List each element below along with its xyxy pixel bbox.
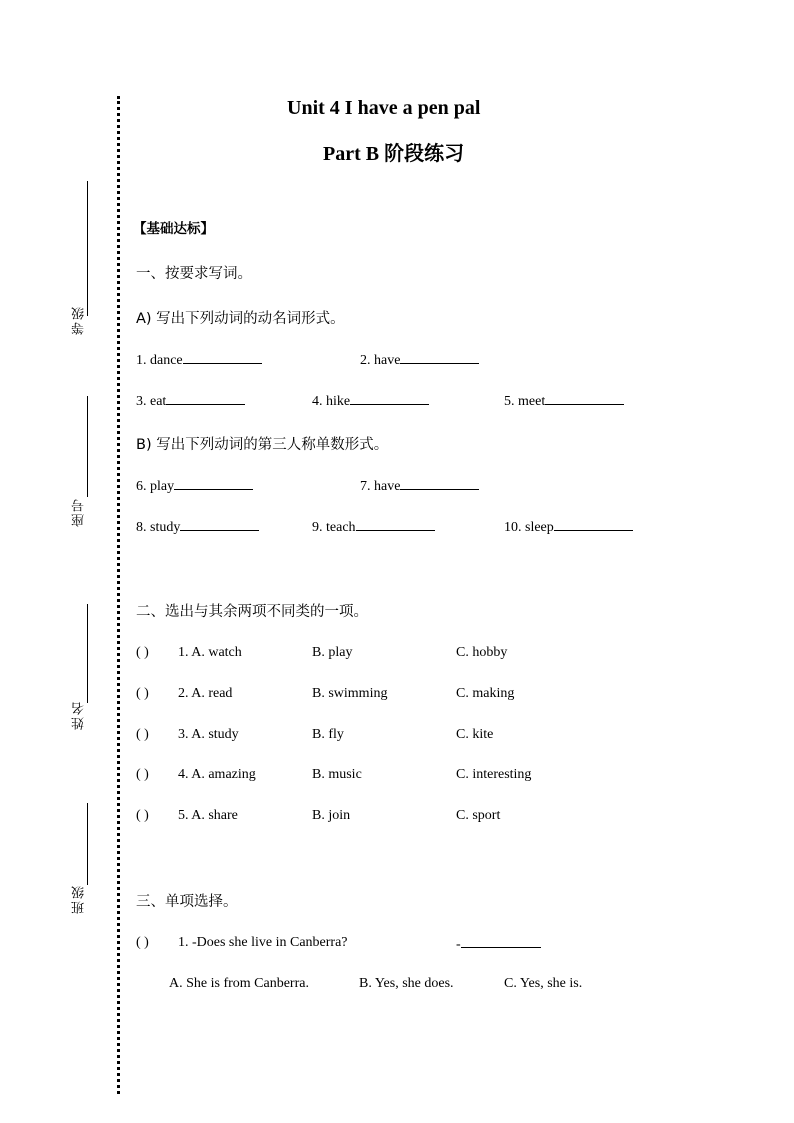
answer-paren[interactable]: ( ) [136,686,149,701]
grade-line [87,181,88,316]
part1-subB-heading: B) 写出下列动词的第三人称单数形式。 [136,437,389,453]
word-item: 10. sleep [504,518,633,536]
option-b: B. play [312,645,353,660]
binding-dotted-line [117,96,120,1094]
option-b: B. fly [312,727,344,742]
option-a: 1. A. watch [178,645,242,660]
answer-paren[interactable]: ( ) [136,808,149,823]
part3-heading: 三、单项选择。 [136,894,238,910]
part1-subA-heading: A) 写出下列动词的动名词形式。 [136,311,345,327]
seat-line [87,396,88,497]
answer-paren[interactable]: ( ) [136,727,149,742]
word-item: 2. have [360,351,479,369]
choice-b: B. Yes, she does. [359,976,454,991]
option-b: B. music [312,767,362,782]
answer-blank[interactable] [166,392,245,405]
answer-blank[interactable] [183,351,262,364]
margin-label-class: 班级 [72,884,87,914]
option-c: C. sport [456,808,501,823]
option-a: 3. A. study [178,727,239,742]
option-c: C. kite [456,727,494,742]
option-b: B. swimming [312,686,388,701]
part2-heading: 二、选出与其余两项不同类的一项。 [136,604,368,620]
section-basic-label: 【基础达标】 [133,221,214,237]
answer-blank[interactable] [350,392,429,405]
word-item: 9. teach [312,518,435,536]
option-c: C. hobby [456,645,508,660]
margin-label-seat: 座号 [72,497,87,527]
answer-blank[interactable] [180,518,259,531]
word-item: 3. eat [136,392,245,410]
margin-label-grade: 等级 [72,305,87,335]
question-text: 1. -Does she live in Canberra? [178,935,348,950]
option-c: C. interesting [456,767,532,782]
option-a: 5. A. share [178,808,238,823]
answer-blank[interactable] [400,351,479,364]
option-a: 4. A. amazing [178,767,256,782]
answer-blank[interactable] [174,477,253,490]
answer-blank[interactable] [356,518,435,531]
answer-blank[interactable] [461,935,541,948]
page-title: Unit 4 I have a pen pal [287,97,481,119]
page-subtitle: Part B 阶段练习 [323,143,465,165]
answer-line: - [456,935,541,953]
answer-paren[interactable]: ( ) [136,767,149,782]
word-item: 1. dance [136,351,262,369]
word-item: 4. hike [312,392,429,410]
option-a: 2. A. read [178,686,233,701]
answer-paren[interactable]: ( ) [136,645,149,660]
option-b: B. join [312,808,351,823]
class-line [87,803,88,885]
word-item: 6. play [136,477,253,495]
word-item: 8. study [136,518,259,536]
word-item: 5. meet [504,392,624,410]
answer-blank[interactable] [545,392,624,405]
answer-blank[interactable] [554,518,633,531]
option-c: C. making [456,686,515,701]
part1-heading: 一、按要求写词。 [136,266,252,282]
choice-a: A. She is from Canberra. [169,976,309,991]
answer-blank[interactable] [400,477,479,490]
answer-paren[interactable]: ( ) [136,935,149,950]
word-item: 7. have [360,477,479,495]
name-line [87,604,88,703]
margin-label-name: 姓名 [72,700,87,730]
choice-c: C. Yes, she is. [504,976,583,991]
